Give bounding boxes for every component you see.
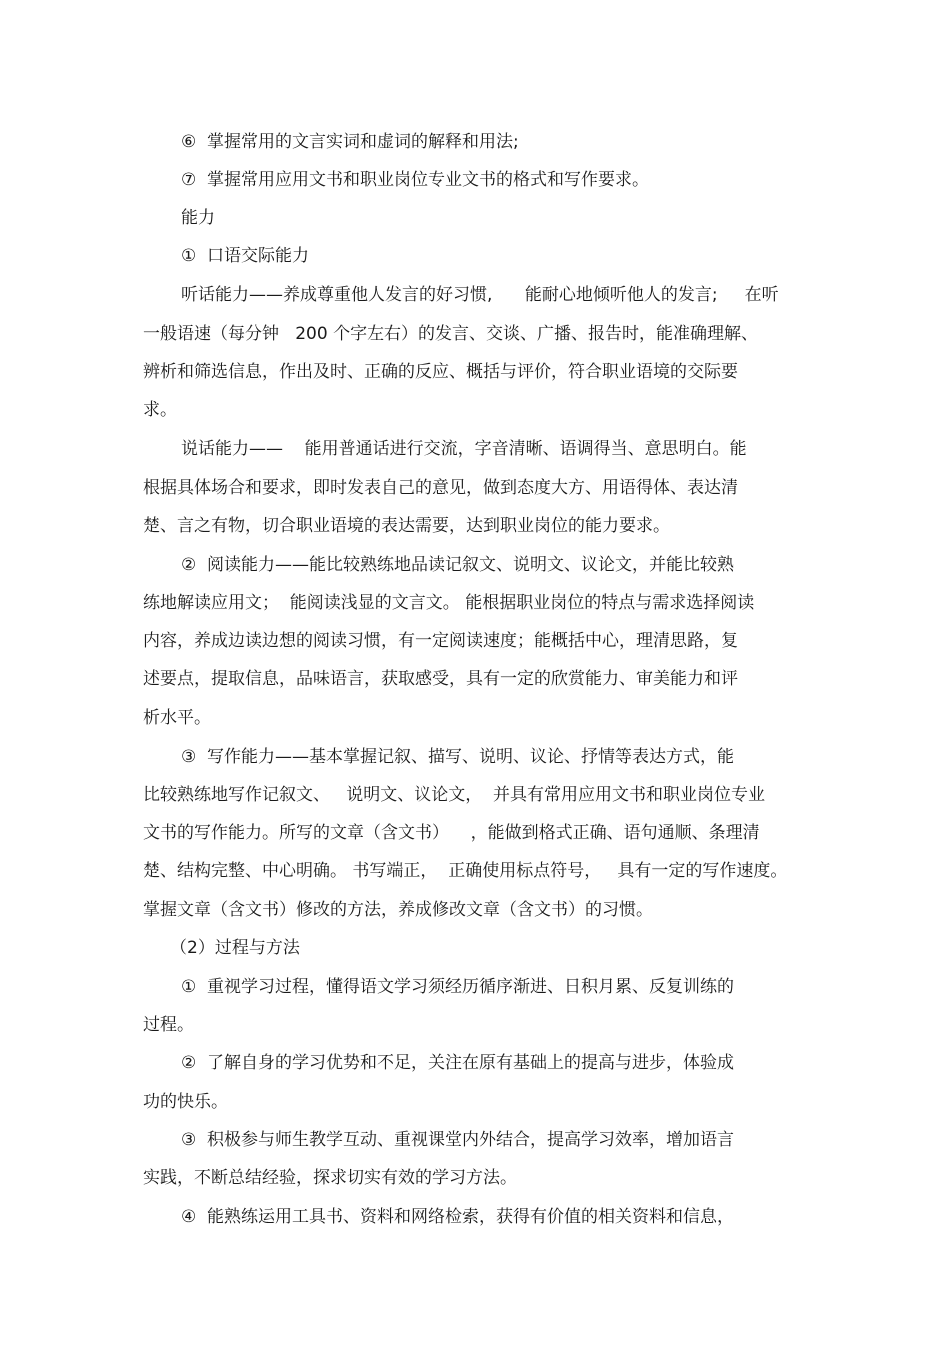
list-item-4: ④ 能熟练运用工具书、资料和网络检索，获得有价值的相关资料和信息， bbox=[181, 1207, 735, 1227]
paragraph-line: 实践，不断总结经验，探求切实有效的学习方法。 bbox=[143, 1168, 517, 1188]
list-item-3: ③ 写作能力——基本掌握记叙、描写、说明、议论、抒情等表达方式，能 bbox=[181, 747, 735, 767]
paragraph-line: 过程。 bbox=[143, 1015, 194, 1035]
list-item-1: ① 口语交际能力 bbox=[181, 246, 310, 266]
paragraph-line: 听话能力——养成尊重他人发言的好习惯, 能耐心地倾听他人的发言; 在听 bbox=[181, 285, 779, 305]
section-heading-process-method: （2）过程与方法 bbox=[170, 938, 300, 958]
paragraph-line: 一般语速（每分钟 200 个字左右）的发言、交谈、广播、报告时，能准确理解、 bbox=[143, 324, 759, 344]
paragraph-line: 掌握文章（含文书）修改的方法，养成修改文章（含文书）的习惯。 bbox=[143, 900, 653, 920]
list-item-1: ① 重视学习过程，懂得语文学习须经历循序渐进、日积月累、反复训练的 bbox=[181, 977, 735, 997]
section-heading-ability: 能力 bbox=[181, 208, 215, 228]
paragraph-line: 练地解读应用文； 能阅读浅显的文言文。 能根据职业岗位的特点与需求选择阅读 bbox=[143, 593, 755, 613]
paragraph-line: 比较熟练地写作记叙文、 说明文、议论文， 并具有常用应用文书和职业岗位专业 bbox=[143, 785, 766, 805]
list-item-2: ② 了解自身的学习优势和不足，关注在原有基础上的提高与进步，体验成 bbox=[181, 1053, 735, 1073]
list-item-6: ⑥ 掌握常用的文言实词和虚词的解释和用法; bbox=[181, 132, 519, 152]
paragraph-line: 功的快乐。 bbox=[143, 1092, 228, 1112]
paragraph-line: 说话能力—— 能用普通话进行交流，字音清晰、语调得当、意思明白。能 bbox=[181, 439, 747, 459]
paragraph-line: 楚、结构完整、中心明确。 书写端正， 正确使用标点符号， 具有一定的写作速度。 bbox=[143, 861, 788, 881]
list-item-7: ⑦ 掌握常用应用文书和职业岗位专业文书的格式和写作要求。 bbox=[181, 170, 650, 190]
paragraph-line: 楚、言之有物，切合职业语境的表达需要，达到职业岗位的能力要求。 bbox=[143, 516, 670, 536]
paragraph-line: 析水平。 bbox=[143, 708, 211, 728]
paragraph-line: 求。 bbox=[143, 400, 177, 420]
list-item-2: ② 阅读能力——能比较熟练地品读记叙文、说明文、议论文，并能比较熟 bbox=[181, 555, 735, 575]
paragraph-line: 文书的写作能力。所写的文章（含文书） ，能做到格式正确、语句通顺、条理清 bbox=[143, 823, 760, 843]
paragraph-line: 述要点，提取信息，品味语言，获取感受，具有一定的欣赏能力、审美能力和评 bbox=[143, 669, 738, 689]
paragraph-line: 辨析和筛选信息，作出及时、正确的反应、概括与评价，符合职业语境的交际要 bbox=[143, 362, 738, 382]
paragraph-line: 内容，养成边读边想的阅读习惯，有一定阅读速度；能概括中心，理清思路，复 bbox=[143, 631, 738, 651]
list-item-3: ③ 积极参与师生教学互动、重视课堂内外结合，提高学习效率，增加语言 bbox=[181, 1130, 735, 1150]
paragraph-line: 根据具体场合和要求，即时发表自己的意见，做到态度大方、用语得体、表达清 bbox=[143, 478, 738, 498]
